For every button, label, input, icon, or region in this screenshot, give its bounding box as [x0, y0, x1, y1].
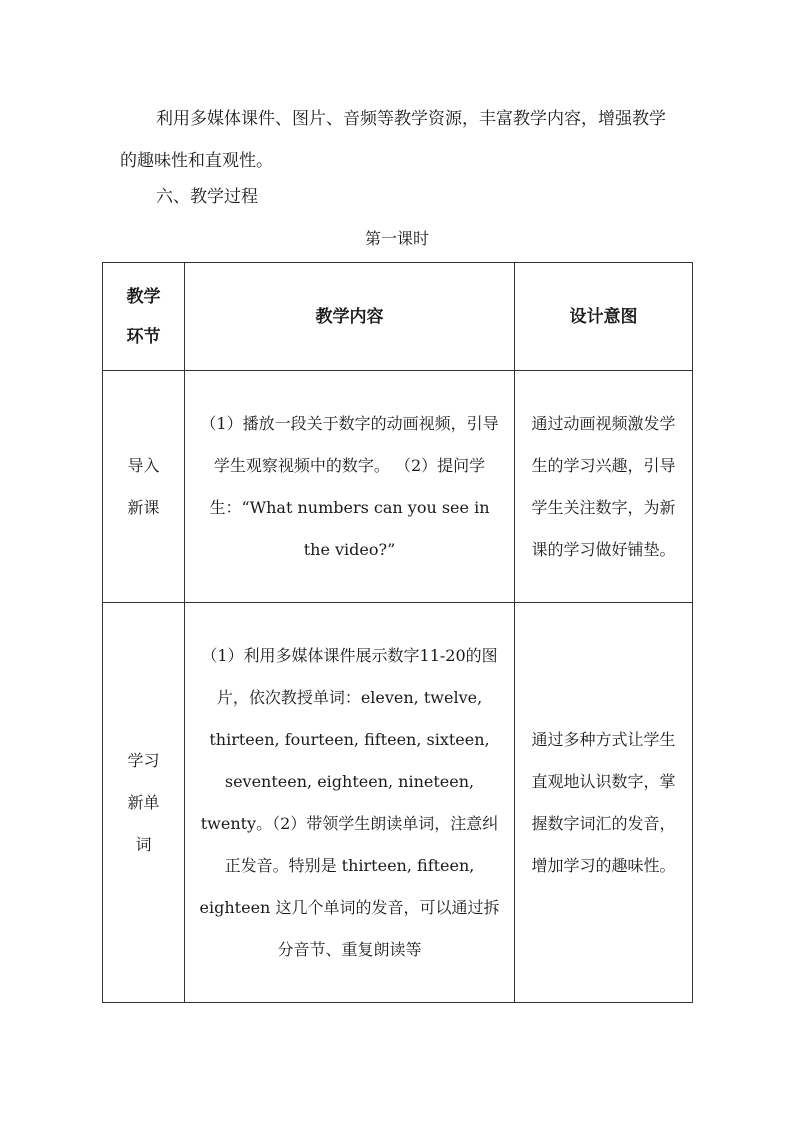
- row-content-text: （1）利用多媒体课件展示数字11-20的图片，依次教授单词：eleven, twelve, thirteen, fourteen, fifteen, sixteen, seventeen, eighteen, nineteen, twenty。（2）带领学生朗读单词，注意纠正发音。特别是 thirteen, fifteen, eighteen 这几个单词的发音，可以通过拆分音节、重复朗读等: [199, 645, 500, 959]
- table-row: [103, 371, 693, 603]
- header-stage: [103, 263, 185, 371]
- row-purpose: [515, 371, 693, 603]
- header-content: 教学内容: [185, 263, 515, 371]
- row-stage: [103, 603, 185, 1003]
- header-stage-text: 教学环节: [126, 286, 161, 347]
- lesson-plan-table: [102, 262, 693, 1003]
- header-purpose: 设计意图: [515, 263, 693, 371]
- row-purpose-text: 通过动画视频激发学生的学习兴趣，引导学生关注数字，为新课的学习做好铺垫。: [531, 413, 676, 559]
- row-purpose: [515, 603, 693, 1003]
- row-content: [185, 603, 515, 1003]
- row-stage-text: 导入新课: [127, 455, 160, 517]
- row-content: [185, 371, 515, 603]
- table-row: [103, 603, 693, 1003]
- table-header-row: [103, 263, 693, 371]
- intro-paragraph: [120, 98, 676, 182]
- row-stage: [103, 371, 185, 603]
- row-stage-text: 学习新单词: [127, 750, 160, 854]
- intro-paragraph-text: 利用多媒体课件、图片、音频等教学资源，丰富教学内容，增强教学的趣味性和直观性。: [120, 109, 666, 171]
- section-heading: 六、教学过程: [156, 187, 258, 207]
- row-purpose-text: 通过多种方式让学生直观地认识数字，掌握数字词汇的发音，增加学习的趣味性。: [531, 729, 676, 875]
- table-caption: 第一课时: [364, 229, 429, 248]
- row-content-text: （1）播放一段关于数字的动画视频，引导学生观察视频中的数字。 （2）提问学生：“What numbers can you see in the video?”: [200, 413, 499, 559]
